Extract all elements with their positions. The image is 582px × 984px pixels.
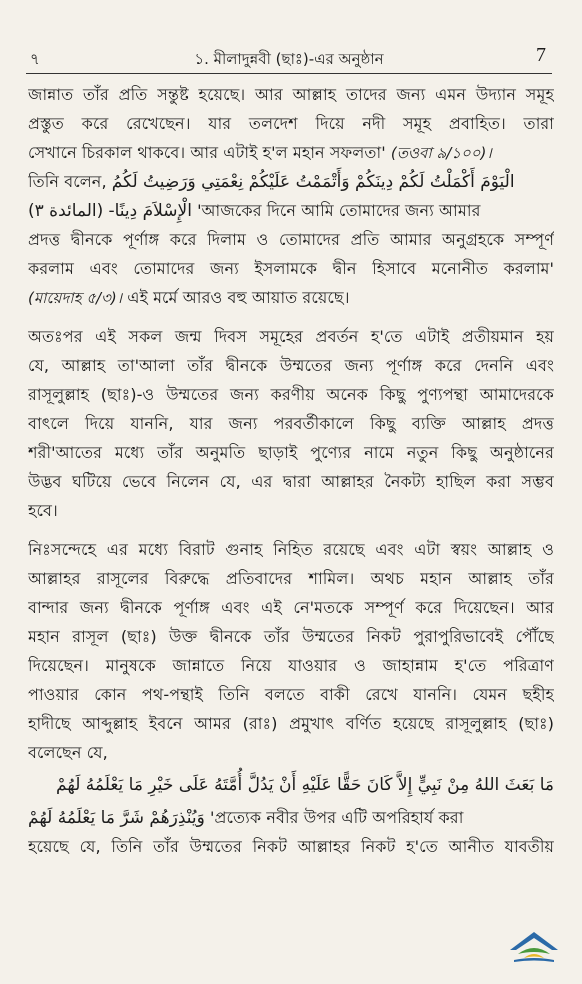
- page-body: [28, 80, 554, 861]
- page-header: [26, 44, 552, 72]
- text-line: [28, 803, 554, 832]
- header-divider: [26, 73, 552, 74]
- citation-arabic: (المائدة ٣): [28, 201, 104, 221]
- page-number: 7: [536, 44, 546, 66]
- hadith-arabic: مَا بَعَثَ اللهُ مِنْ نَبِيٍّ إِلاَّ كَانَ حَقًّا عَلَيْهِ أَنْ يَدُلَّ أُمَّتَهُ عَلَى خَيْرِ مَا يَعْلَمُهُ لَهُمْ: [56, 775, 554, 795]
- running-title: ১. মীলাদুন্নবী (ছাঃ)-এর অনুষ্ঠান: [194, 50, 384, 68]
- text-line: অতঃপর এই সকল জন্ম দিবস সমূহের প্রবর্তন হ'তে এটাই প্রতীয়মান হয়: [28, 327, 554, 346]
- hadith-arabic-cont: وَيُنْذِرَهُمْ شَرَّ مَا يَعْلَمُهُ لَهُمْ: [28, 808, 205, 828]
- paragraph-gap: [28, 312, 554, 322]
- text-segment: সেখানে চিরকাল থাকবে। আর এটাই হ'ল মহান সফলতা': [28, 143, 386, 162]
- text-line: [28, 196, 554, 225]
- text-line: প্রদত্ত দ্বীনকে পূর্ণাঙ্গ করে দিলাম ও তোমাদের প্রতি আমার অনুগ্রহকে সম্পূর্ণ: [28, 230, 554, 249]
- text-line: মহান রাসূল (ছাঃ) উক্ত দ্বীনকে তাঁর উম্মতের নিকট পুরাপুরিভাবেই পৌঁছে: [28, 627, 554, 646]
- translation-start: 'প্রত্যেক নবীর উপর এটি অপরিহার্য করা: [210, 808, 464, 827]
- logo-blue-arc: [510, 932, 558, 950]
- text-line: শরী'আতের মধ্যে তাঁর অনুমতি ছাড়াই পুণ্যের নামে নতুন কিছু অনুষ্ঠানের: [28, 443, 554, 462]
- quran-verse-arabic: الْيَوْمَ أَكْمَلْتُ لَكُمْ دِينَكُمْ وَأَتْمَمْتُ عَلَيْكُمْ نِعْمَتِي وَرَضِيتُ لَكُمُ: [111, 172, 515, 192]
- translation-start: 'আজকের দিনে আমি তোমাদের জন্য আমার: [197, 201, 481, 220]
- text-line: পাওয়ার কোন পথ-পন্থাই তিনি বলতে বাকী রেখে যাননি। যেমন ছহীহ: [28, 685, 554, 704]
- logo-base: [514, 958, 554, 962]
- text-line: দিয়েছেন। মানুষকে জান্নাতে নিয়ে যাওয়ার ও জাহান্নাম হ'তে পরিত্রাণ: [28, 656, 554, 675]
- text-line: হাদীছে আব্দুল্লাহ ইবনে আমর (রাঃ) প্রমুখাৎ বর্ণিত হয়েছে রাসূলুল্লাহ (ছাঃ): [28, 714, 554, 733]
- text-line: হবে।: [28, 501, 58, 520]
- text-line: [28, 167, 554, 196]
- text-line: হয়েছে যে, তিনি তাঁর উম্মতের নিকট আল্লাহর নিকট হ'তে আনীত যাবতীয়: [28, 837, 554, 856]
- citation: (মায়েদাহ ৫/৩)।: [28, 289, 123, 307]
- publisher-logo-icon: [506, 926, 562, 966]
- text-line: বলেছেন যে,: [28, 743, 108, 762]
- logo-green-leaf: [518, 948, 550, 954]
- text-segment: তিনি বলেন,: [28, 172, 107, 191]
- quran-verse-arabic-cont: الْإِسْلاَمَ دِينًا-: [108, 201, 192, 221]
- text-line: আল্লাহর রাসূলের বিরুদ্ধে প্রতিবাদের শামিল। অথচ মহান আল্লাহ তাঁর: [28, 569, 554, 588]
- text-line: যে, আল্লাহ তা'আলা তাঁর দ্বীনকে উম্মতের জন্য পূর্ণাঙ্গ করে দেননি এবং: [28, 356, 554, 375]
- text-line: উদ্ভব ঘটিয়ে ভেবে নিলেন যে, এর দ্বারা আল্লাহর নৈকট্য হাছিল করা সম্ভব: [28, 472, 554, 491]
- citation: (তওবা ৯/১০০)।: [390, 144, 492, 162]
- text-line: করলাম এবং তোমাদের জন্য ইসলামকে দ্বীন হিসাবে মনোনীত করলাম': [28, 259, 554, 278]
- page-mark-left: ৭: [30, 50, 40, 68]
- text-line: রাসূলুল্লাহ (ছাঃ)-ও উম্মতের জন্য করণীয় অনেক কিছু পুণ্যপন্থা আমাদেরকে: [28, 385, 554, 404]
- text-line: [28, 283, 554, 312]
- text-line: [28, 138, 554, 167]
- text-line: বান্দার জন্য দ্বীনকে পূর্ণাঙ্গ এবং এই নে'মতকে সম্পূর্ণ করে দিয়েছেন। আর: [28, 598, 554, 617]
- paragraph-gap: [28, 525, 554, 535]
- text-segment: এই মর্মে আরও বহু আয়াত রয়েছে।: [127, 288, 350, 307]
- text-line: প্রস্তুত করে রেখেছেন। যার তলদেশ দিয়ে নদী সমূহ প্রবাহিত। তারা: [28, 114, 554, 133]
- text-line: নিঃসন্দেহে এর মধ্যে বিরাট গুনাহ নিহিত রয়েছে এবং এটা স্বয়ং আল্লাহ ও: [28, 540, 554, 559]
- logo-yellow-leaf: [524, 954, 544, 958]
- text-line: জান্নাত তাঁর প্রতি সন্তুষ্ট হয়েছে। আর আল্লাহ তাদের জন্য এমন উদ্যান সমূহ: [28, 85, 554, 104]
- text-line: বাৎলে দিয়ে যাননি, যার জন্য পরবর্তীকালে কিছু ব্যক্তি আল্লাহ প্রদত্ত: [28, 414, 554, 433]
